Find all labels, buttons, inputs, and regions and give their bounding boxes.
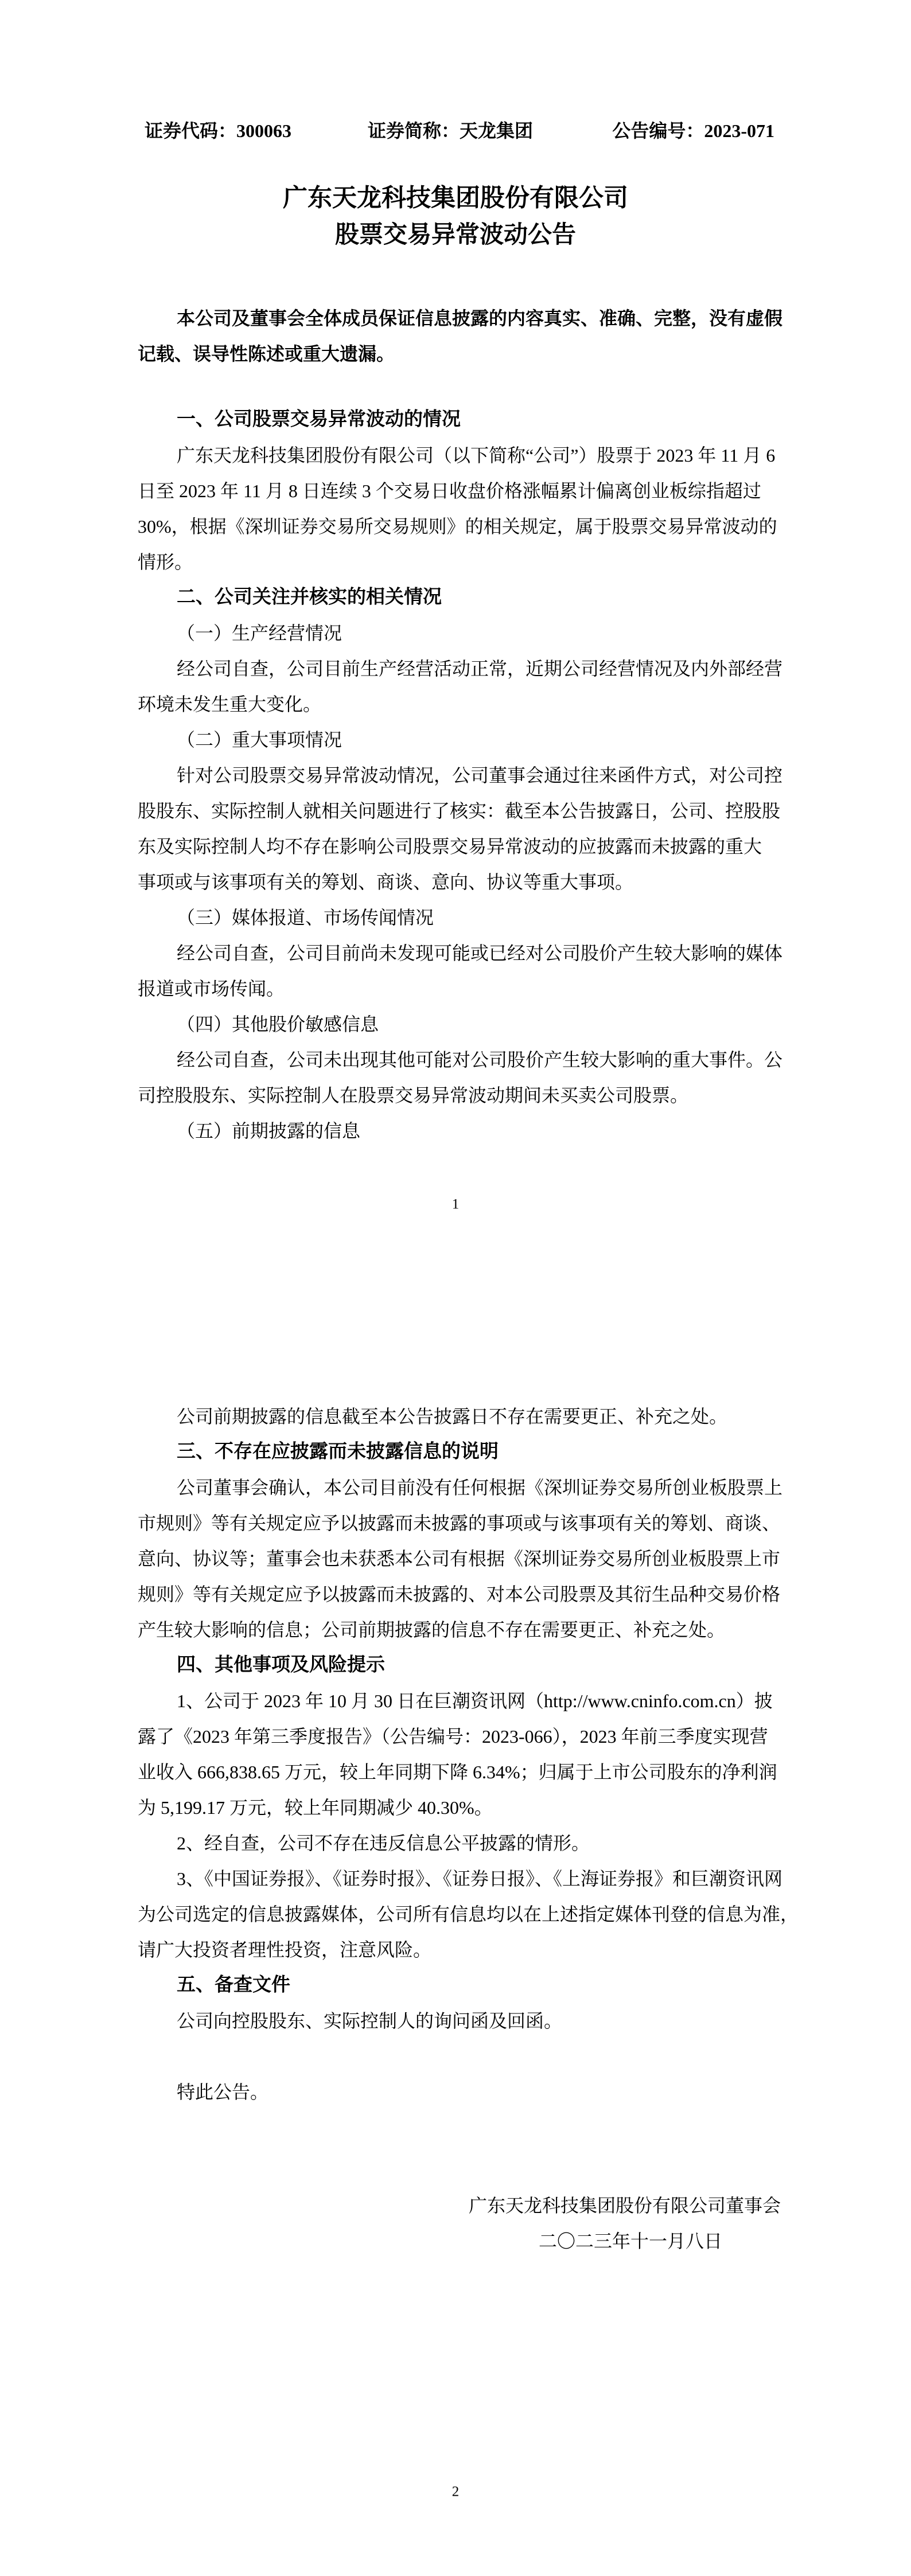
subsection-heading: （二）重大事项情况 — [177, 729, 342, 750]
page-number: 1 — [451, 1196, 460, 1212]
subsection-heading: （五）前期披露的信息 — [177, 1121, 361, 1141]
stock-code: 证券代码：300063 — [145, 120, 292, 141]
paragraph-line: 经公司自查，公司目前生产经营活动正常，近期公司经营情况及内外部经营 — [177, 658, 783, 679]
announcement-number: 公告编号：2023-071 — [612, 120, 774, 141]
paragraph-line: 股股东、实际控制人就相关问题进行了核实：截至本公告披露日，公司、控股股 — [138, 801, 781, 821]
paragraph-line: 东及实际控制人均不存在影响公司股票交易异常波动的应披露而未披露的重大 — [138, 836, 762, 857]
subsection-heading: （一）生产经营情况 — [177, 623, 342, 643]
paragraph-line: 事项或与该事项有关的筹划、商谈、意向、协议等重大事项。 — [138, 872, 634, 892]
paragraph-line: 30%，根据《深圳证券交易所交易规则》的相关规定，属于股票交易异常波动的 — [138, 516, 777, 537]
paragraph-line: 日至 2023 年 11 月 8 日连续 3 个交易日收盘价格涨幅累计偏离创业板综指超过 — [138, 481, 761, 501]
signature-company: 广东天龙科技集团股份有限公司董事会 — [468, 2195, 781, 2216]
disclaimer-line: 记载、误导性陈述或重大遗漏。 — [138, 344, 395, 364]
section-heading: 一、公司股票交易异常波动的情况 — [177, 409, 461, 430]
section-heading: 三、不存在应披露而未披露信息的说明 — [177, 1441, 499, 1462]
paragraph-line: 环境未发生重大变化。 — [138, 694, 322, 715]
paragraph-line: 情形。 — [138, 552, 193, 572]
paragraph-line: 为公司选定的信息披露媒体，公司所有信息均以在上述指定媒体刊登的信息为准， — [138, 1904, 799, 1925]
paragraph-line: 1、公司于 2023 年 10 月 30 日在巨潮资讯网（http://www.cninfo.com.cn）披 — [177, 1691, 773, 1711]
disclaimer-line: 本公司及董事会全体成员保证信息披露的内容真实、准确、完整，没有虚假 — [177, 308, 783, 329]
paragraph-line: 广东天龙科技集团股份有限公司（以下简称“公司”）股票于 2023 年 11 月 6 — [177, 445, 776, 466]
section-heading: 四、其他事项及风险提示 — [177, 1654, 385, 1676]
paragraph-line: 报道或市场传闻。 — [138, 978, 285, 999]
subsection-heading: （四）其他股价敏感信息 — [177, 1014, 379, 1035]
paragraph-line: 经公司自查，公司未出现其他可能对公司股价产生较大影响的重大事件。公 — [177, 1049, 783, 1070]
paragraph-line: 2、经自查，公司不存在违反信息公平披露的情形。 — [177, 1833, 590, 1853]
stock-abbr: 证券简称：天龙集团 — [368, 120, 534, 141]
section-heading: 二、公司关注并核实的相关情况 — [177, 587, 442, 608]
paragraph-line: 公司向控股股东、实际控制人的询问函及回函。 — [177, 2011, 563, 2031]
paragraph-line: 针对公司股票交易异常波动情况，公司董事会通过往来函件方式，对公司控 — [177, 765, 783, 786]
section-heading: 五、备查文件 — [177, 1974, 290, 1996]
paragraph-line: 意向、协议等；董事会也未获悉本公司有根据《深圳证券交易所创业板股票上市 — [138, 1548, 781, 1569]
paragraph-line: 规则》等有关规定应予以披露而未披露的、对本公司股票及其衍生品种交易价格 — [138, 1584, 781, 1605]
paragraph-line: 公司前期披露的信息截至本公告披露日不存在需要更正、补充之处。 — [177, 1406, 728, 1427]
paragraph-line: 为 5,199.17 万元，较上年同期减少 40.30%。 — [138, 1797, 493, 1818]
paragraph-line: 特此公告。 — [177, 2082, 269, 2102]
page-number: 2 — [451, 2484, 460, 2500]
paragraph-line: 司控股股东、实际控制人在股票交易异常波动期间未买卖公司股票。 — [138, 1085, 689, 1106]
paragraph-line: 市规则》等有关规定应予以披露而未披露的事项或与该事项有关的筹划、商谈、 — [138, 1513, 781, 1533]
paragraph-line: 请广大投资者理性投资，注意风险。 — [138, 1939, 432, 1960]
document-title-subject: 股票交易异常波动公告 — [334, 222, 577, 248]
paragraph-line: 3、《中国证券报》、《证券时报》、《证券日报》、《上海证券报》和巨潮资讯网 — [177, 1868, 783, 1889]
document-title-company: 广东天龙科技集团股份有限公司 — [283, 185, 628, 212]
paragraph-line: 产生较大影响的信息；公司前期披露的信息不存在需要更正、补充之处。 — [138, 1619, 726, 1640]
paragraph-line: 经公司自查，公司目前尚未发现可能或已经对公司股价产生较大影响的媒体 — [177, 943, 783, 963]
signature-date: 二〇二三年十一月八日 — [538, 2231, 722, 2251]
paragraph-line: 业收入 666,838.65 万元，较上年同期下降 6.34%；归属于上市公司股东的净利润 — [138, 1762, 777, 1782]
paragraph-line: 露了《2023 年第三季度报告》（公告编号：2023-066），2023 年前三季度实现营 — [138, 1726, 768, 1747]
subsection-heading: （三）媒体报道、市场传闻情况 — [177, 907, 434, 928]
paragraph-line: 公司董事会确认，本公司目前没有任何根据《深圳证券交易所创业板股票上 — [177, 1477, 783, 1498]
